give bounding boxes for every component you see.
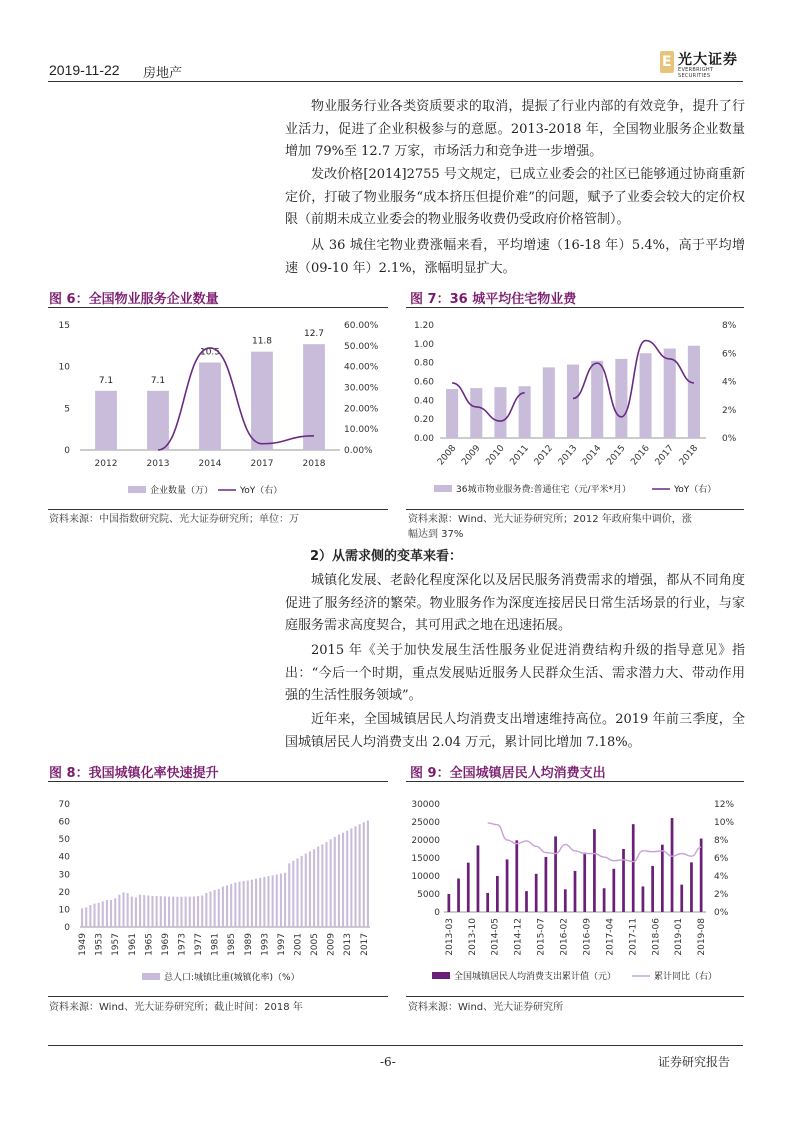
fig7-x-tick-label: 2009 <box>460 443 483 468</box>
fig8-bar <box>193 896 195 927</box>
fig8-bar <box>230 884 232 927</box>
fig9-x-tick-label: 2019-01 <box>674 918 685 956</box>
fig6-chart <box>48 312 388 507</box>
fig8-y-tick-label: 40 <box>58 852 70 863</box>
fig8-bar <box>218 889 220 927</box>
fig7-legend-label: 36城市物业服务费:普通住宅（元/平米*月） <box>456 485 632 495</box>
footer-divider <box>48 1045 743 1046</box>
fig9-bar <box>603 888 606 912</box>
fig7-y-right-tick-label: 6% <box>722 349 737 360</box>
fig8-bar <box>296 858 298 927</box>
fig8-x-tick-label: 1949 <box>78 933 89 956</box>
fig8-bar <box>85 907 87 927</box>
fig7-x-tick-label: 2011 <box>508 443 531 468</box>
fig8-bar <box>164 896 166 927</box>
fig7-y-right-tick-label: 4% <box>722 377 737 388</box>
fig8-bar <box>325 842 327 927</box>
fig8-x-tick-label: 2017 <box>359 933 370 956</box>
fig9-x-tick-label: 2017-11 <box>628 918 639 956</box>
fig9-x-tick-label: 2019-08 <box>697 918 708 956</box>
fig8-x-tick-label: 1985 <box>227 933 238 956</box>
fig8-x-tick-label: 1965 <box>144 933 155 956</box>
fig7-bar <box>543 367 555 438</box>
fig9-y-right-tick-label: 4% <box>714 872 729 882</box>
fig6-x-tick-label: 2013 <box>146 459 170 469</box>
fig8-x-tick-label: 1961 <box>127 933 138 956</box>
fig8-x-tick-label: 2001 <box>293 933 304 956</box>
fig6-bar <box>147 391 169 450</box>
fig9-bar <box>545 857 548 912</box>
fig8-bar <box>102 901 104 927</box>
fig8-bar <box>292 861 294 927</box>
fig9-bar <box>447 894 450 912</box>
fig9-x-tick-label: 2016-09 <box>582 918 593 956</box>
fig6-y-right-tick-label: 0.00% <box>344 446 373 456</box>
fig8-bar <box>168 897 170 927</box>
fig8-source: 资料来源：Wind、光大证券研究所；截止时间：2018 年 <box>49 1002 303 1013</box>
fig6-y-right-tick-label: 50.00% <box>344 341 379 352</box>
fig6-y-right-tick-label: 10.00% <box>344 425 379 436</box>
fig9-y-right-tick-label: 0% <box>714 908 729 918</box>
fig9-legend-label: 累计同比（右） <box>654 972 718 982</box>
fig6-x-tick-label: 2014 <box>198 459 222 469</box>
fig8-x-tick-label: 2013 <box>343 933 354 956</box>
fig8-bar <box>139 895 141 927</box>
fig6-y-right-tick-label: 30.00% <box>344 383 379 394</box>
fig8-bar <box>160 896 162 927</box>
fig7-bar <box>664 349 676 438</box>
fig9-bar <box>496 876 499 912</box>
fig8-x-tick-label: 2005 <box>310 933 321 956</box>
fig8-bar <box>185 897 187 927</box>
fig9-title: 图 9：全国城镇居民人均消费支出 <box>410 766 606 781</box>
report-date: 2019-11-22 <box>49 62 120 78</box>
paragraph-4: 城镇化发展、老龄化程度深化以及居民服务消费需求的增强，都从不同角度促进了服务经济的繁荣。物业服务作为深度连接居民日常生活场景的行业，与家庭服务需求高度契合，其可用武之地在迅速拓展。 <box>285 573 745 633</box>
fig9-bar <box>515 840 518 912</box>
fig9-bar <box>574 871 577 912</box>
fig7-yoy-line <box>452 383 525 421</box>
footer-label: 证券研究报告 <box>658 1055 731 1069</box>
fig8-bar <box>176 897 178 927</box>
fig7-source-divider <box>406 509 744 510</box>
fig8-legend-label: 总人口:城镇比重(城镇化率)（%） <box>164 973 300 983</box>
fig8-source-divider <box>48 996 388 997</box>
fig7-x-tick-label: 2015 <box>605 443 628 468</box>
fig6-y-right-tick-label: 40.00% <box>344 362 379 373</box>
fig8-bar <box>251 880 253 927</box>
fig7-y-left-tick-label: 0.40 <box>413 396 434 407</box>
fig8-bar <box>288 863 290 927</box>
fig8-bar <box>259 878 261 927</box>
fig7-y-left-tick-label: 1.20 <box>413 321 434 331</box>
fig7-bar <box>567 365 579 438</box>
fig9-bar <box>486 893 489 912</box>
fig7-y-left-tick-label: 0.20 <box>413 415 434 426</box>
report-sector: 房地产 <box>143 66 183 81</box>
fig8-bar <box>321 844 323 927</box>
fig9-bar <box>554 836 557 912</box>
fig7-bar <box>688 346 700 438</box>
fig6-bar-value-label: 12.7 <box>303 329 325 340</box>
fig8-bar <box>151 896 153 927</box>
fig9-legend-swatch <box>432 972 450 979</box>
company-logo <box>660 49 745 77</box>
fig9-y-left-tick-label: 5000 <box>417 890 440 900</box>
fig8-bar <box>359 824 361 927</box>
fig8-bar <box>342 833 344 927</box>
fig8-bar <box>214 890 216 927</box>
fig9-y-right-tick-label: 6% <box>714 854 729 864</box>
fig8-x-tick-label: 1969 <box>160 933 171 956</box>
fig8-bar <box>272 875 274 927</box>
fig9-x-tick-label: 2014-12 <box>513 918 524 956</box>
fig6-y-left-tick-label: 10 <box>58 362 70 373</box>
fig8-y-tick-label: 20 <box>58 887 70 898</box>
page-number: -6- <box>380 1055 396 1069</box>
fig8-bar <box>334 837 336 927</box>
fig6-y-left-tick-label: 15 <box>58 321 70 331</box>
fig6-y-right-tick-label: 20.00% <box>344 404 379 415</box>
paragraph-3: 从 36 城住宅物业费涨幅来看，平均增速（16-18 年）5.4%，高于平均增速（09-10 年）2.1%，涨幅明显扩大。 <box>285 238 745 276</box>
fig7-bar <box>446 389 458 438</box>
fig8-x-tick-label: 1953 <box>94 933 105 956</box>
fig8-bar <box>118 895 120 927</box>
fig8-bar <box>93 904 95 927</box>
header-divider <box>48 81 743 82</box>
fig9-title-divider <box>406 781 744 782</box>
fig8-bar <box>305 854 307 927</box>
fig6-yoy-line <box>158 348 314 450</box>
fig8-x-tick-label: 1977 <box>194 933 205 956</box>
fig8-bar <box>338 835 340 927</box>
fig9-legend-label: 全国城镇居民人均消费支出累计值（元） <box>454 972 617 982</box>
fig6-bar-value-label: 11.8 <box>251 336 273 347</box>
fig9-y-right-tick-label: 2% <box>714 890 729 900</box>
fig9-x-tick-label: 2013-10 <box>467 918 478 956</box>
fig8-x-tick-label: 1981 <box>210 933 221 956</box>
fig7-x-tick-label: 2017 <box>653 443 677 468</box>
fig9-bar <box>506 859 509 912</box>
fig8-bar <box>122 892 124 927</box>
paragraph-6: 近年来，全国城镇居民人均消费支出增速维持高位。2019 年前三季度，全国城镇居民人均消费支出 2.04 万元，累计同比增加 7.18%。 <box>285 712 745 750</box>
fig9-source-divider <box>406 996 744 997</box>
fig8-bar <box>234 883 236 927</box>
fig6-source: 资料来源：中国指数研究院、光大证券研究所；单位：万 <box>49 514 299 525</box>
fig7-x-tick-label: 2008 <box>436 443 459 468</box>
fig7-bar <box>615 359 627 438</box>
fig8-bar <box>110 900 112 927</box>
fig8-bar <box>201 896 203 927</box>
fig9-bar <box>457 879 460 912</box>
fig8-bar <box>354 826 356 927</box>
fig8-bar <box>313 849 315 927</box>
fig9-x-tick-label: 2016-02 <box>559 918 570 956</box>
fig9-bar <box>535 874 538 912</box>
fig7-legend-label: YoY（右） <box>674 485 717 495</box>
fig8-bar <box>127 893 129 927</box>
fig6-source-divider <box>48 509 388 510</box>
fig8-y-tick-label: 60 <box>58 817 70 828</box>
fig7-bar <box>591 361 603 438</box>
fig8-x-tick-label: 1993 <box>260 933 271 956</box>
paragraph-5: 2015 年《关于加快发展生活性服务业促进消费结构升级的指导意见》指出：“今后一个时期，重点发展贴近服务人民群众生活、需求潜力大、带动作用强的生活性服务领域”。 <box>285 643 745 703</box>
fig8-bar <box>180 897 182 927</box>
fig8-bar <box>267 876 269 927</box>
fig7-title: 图 7：36 城平均住宅物业费 <box>410 292 577 307</box>
fig8-title-divider <box>48 781 388 782</box>
fig8-chart <box>48 788 388 993</box>
fig9-bar <box>671 818 674 912</box>
fig9-bar <box>700 839 703 912</box>
fig8-bar <box>330 839 332 927</box>
fig9-y-left-tick-label: 0 <box>434 908 440 918</box>
fig9-bar <box>612 869 615 912</box>
fig9-bar <box>642 886 645 912</box>
paragraph-2: 发改价格[2014]2755 号文规定，已成立业委会的社区已能够通过协商重新定价，打破了物业服务“成本挤压但提价难”的问题，赋予了业委会较大的定价权限（前期未成立业委会的物业服务收费仍受政府价格管制）。 <box>285 167 745 227</box>
fig7-source-line2: 幅达到 37% <box>408 529 464 540</box>
fig6-bar <box>303 344 325 450</box>
fig8-bar <box>255 879 257 927</box>
fig9-bar <box>525 891 528 912</box>
fig9-bar <box>690 862 693 912</box>
fig6-x-tick-label: 2018 <box>302 459 326 469</box>
fig9-x-tick-label: 2015-07 <box>536 918 547 956</box>
fig8-bar <box>309 851 311 927</box>
fig8-title: 图 8：我国城镇化率快速提升 <box>49 766 219 781</box>
fig6-y-left-tick-label: 5 <box>64 404 70 415</box>
fig9-y-right-tick-label: 8% <box>714 836 729 846</box>
fig6-y-left-tick-label: 0 <box>64 446 70 456</box>
fig7-y-left-tick-label: 1.00 <box>413 339 434 350</box>
fig8-bar <box>205 893 207 927</box>
fig6-bar <box>199 363 221 451</box>
fig8-bar <box>301 856 303 927</box>
fig8-bar <box>135 897 137 927</box>
fig8-bar <box>209 892 211 927</box>
fig6-legend-label: YoY（右） <box>240 486 283 496</box>
fig7-y-right-tick-label: 2% <box>722 405 737 416</box>
fig8-x-tick-label: 1997 <box>276 933 287 956</box>
fig9-source: 资料来源：Wind、光大证券研究所 <box>408 1002 564 1013</box>
fig8-bar <box>280 874 282 927</box>
logo-mark-icon: E <box>660 51 674 73</box>
fig7-bar <box>494 387 506 438</box>
fig8-x-tick-label: 2009 <box>326 933 337 956</box>
fig9-bar <box>632 824 635 912</box>
fig7-x-tick-label: 2016 <box>629 443 652 468</box>
fig7-bar <box>470 388 482 438</box>
fig8-bar <box>89 905 91 927</box>
fig8-bar <box>222 887 224 927</box>
fig8-bar <box>156 896 158 927</box>
fig6-bar-value-label: 7.1 <box>150 375 166 386</box>
fig9-y-right-tick-label: 12% <box>714 800 735 810</box>
fig7-y-left-tick-label: 0.00 <box>413 434 434 444</box>
fig7-x-tick-label: 2013 <box>556 443 580 468</box>
fig8-legend-swatch <box>142 973 160 980</box>
fig9-y-left-tick-label: 10000 <box>411 872 440 882</box>
fig8-bar <box>98 903 100 927</box>
fig9-x-tick-label: 2018-06 <box>651 918 662 956</box>
fig9-y-left-tick-label: 30000 <box>411 800 440 810</box>
fig8-x-tick-label: 1957 <box>111 933 122 956</box>
fig9-y-left-tick-label: 25000 <box>411 818 440 828</box>
fig6-title-divider <box>48 307 388 308</box>
fig7-x-tick-label: 2010 <box>484 443 507 468</box>
fig8-bar <box>172 897 174 927</box>
fig9-bar <box>477 845 480 912</box>
fig8-bar <box>350 828 352 927</box>
fig7-legend-swatch <box>434 485 452 492</box>
fig9-y-right-tick-label: 10% <box>714 818 735 828</box>
fig9-y-left-tick-label: 20000 <box>411 836 440 846</box>
fig8-x-tick-label: 1973 <box>177 933 188 956</box>
fig7-bar <box>640 353 652 438</box>
fig8-bar <box>226 885 228 927</box>
fig8-y-tick-label: 10 <box>58 905 70 916</box>
logo-name-cn: 光大证券 <box>678 52 738 68</box>
fig9-x-tick-label: 2013-03 <box>444 918 455 956</box>
fig6-y-right-tick-label: 60.00% <box>344 321 379 331</box>
fig6-legend-swatch <box>128 486 146 493</box>
fig8-y-tick-label: 50 <box>58 835 70 846</box>
fig9-bar <box>622 849 625 912</box>
fig7-y-right-tick-label: 0% <box>722 434 737 444</box>
fig8-bar <box>114 898 116 927</box>
fig8-bar <box>284 873 286 927</box>
fig8-bar <box>143 895 145 927</box>
fig8-bar <box>367 821 369 927</box>
fig9-y-left-tick-label: 15000 <box>411 854 440 864</box>
fig7-title-divider <box>406 307 744 308</box>
fig6-bar-value-label: 7.1 <box>98 375 114 386</box>
fig6-legend-label: 企业数量（万） <box>150 486 214 496</box>
fig7-chart <box>406 312 744 507</box>
fig8-bar <box>276 874 278 927</box>
logo-name-en: EVERBRIGHT SECURITIES <box>678 67 714 79</box>
fig9-bar <box>583 853 586 912</box>
fig6-x-tick-label: 2012 <box>94 459 118 469</box>
fig8-bar <box>317 846 319 927</box>
fig8-bar <box>131 897 133 927</box>
fig8-bar <box>189 897 191 927</box>
fig6-bar-value-label: 10.5 <box>199 347 221 358</box>
fig8-bar <box>106 900 108 927</box>
fig9-bar <box>680 885 683 912</box>
fig8-bar <box>346 831 348 927</box>
fig8-bar <box>247 881 249 927</box>
fig9-bar <box>661 845 664 912</box>
fig7-y-right-tick-label: 8% <box>722 321 737 331</box>
fig6-bar <box>95 391 117 450</box>
fig8-bar <box>81 908 83 927</box>
fig7-x-tick-label: 2014 <box>581 443 604 468</box>
fig7-y-left-tick-label: 0.80 <box>413 358 434 369</box>
fig9-bar <box>651 866 654 912</box>
fig8-bar <box>147 896 149 927</box>
fig8-y-tick-label: 70 <box>58 800 70 810</box>
fig8-y-tick-label: 30 <box>58 870 70 881</box>
fig7-x-tick-label: 2018 <box>677 443 701 468</box>
fig8-bar <box>238 882 240 927</box>
fig9-bar <box>593 829 596 912</box>
fig9-x-tick-label: 2017-04 <box>605 918 616 956</box>
fig7-y-left-tick-label: 0.60 <box>413 377 434 388</box>
fig9-bar <box>467 863 470 912</box>
fig7-source-line1: 资料来源：Wind、光大证券研究所；2012 年政府集中调价，涨 <box>408 514 692 525</box>
paragraph-1: 物业服务行业各类资质要求的取消，提振了行业内部的有效竞争，提升了行业活力，促进了企业积极参与的意愿。2013-2018 年，全国物业服务企业数量增加 79%至 12.7 万家，市场活力和竞争进一步增强。 <box>285 99 745 159</box>
fig9-chart <box>406 788 744 993</box>
fig6-bar <box>251 352 273 450</box>
fig8-bar <box>363 822 365 927</box>
fig9-x-tick-label: 2014-05 <box>490 918 501 956</box>
section-subheading: 2）从需求侧的变革来看： <box>310 549 463 564</box>
fig8-bar <box>263 877 265 927</box>
fig7-x-tick-label: 2012 <box>532 443 556 468</box>
fig6-title: 图 6：全国物业服务企业数量 <box>49 292 219 307</box>
fig8-x-tick-label: 1989 <box>243 933 254 956</box>
fig6-x-tick-label: 2017 <box>250 459 274 469</box>
fig8-y-tick-label: 0 <box>64 923 70 933</box>
fig9-bar <box>564 889 567 912</box>
fig8-bar <box>243 881 245 927</box>
fig8-bar <box>197 896 199 927</box>
